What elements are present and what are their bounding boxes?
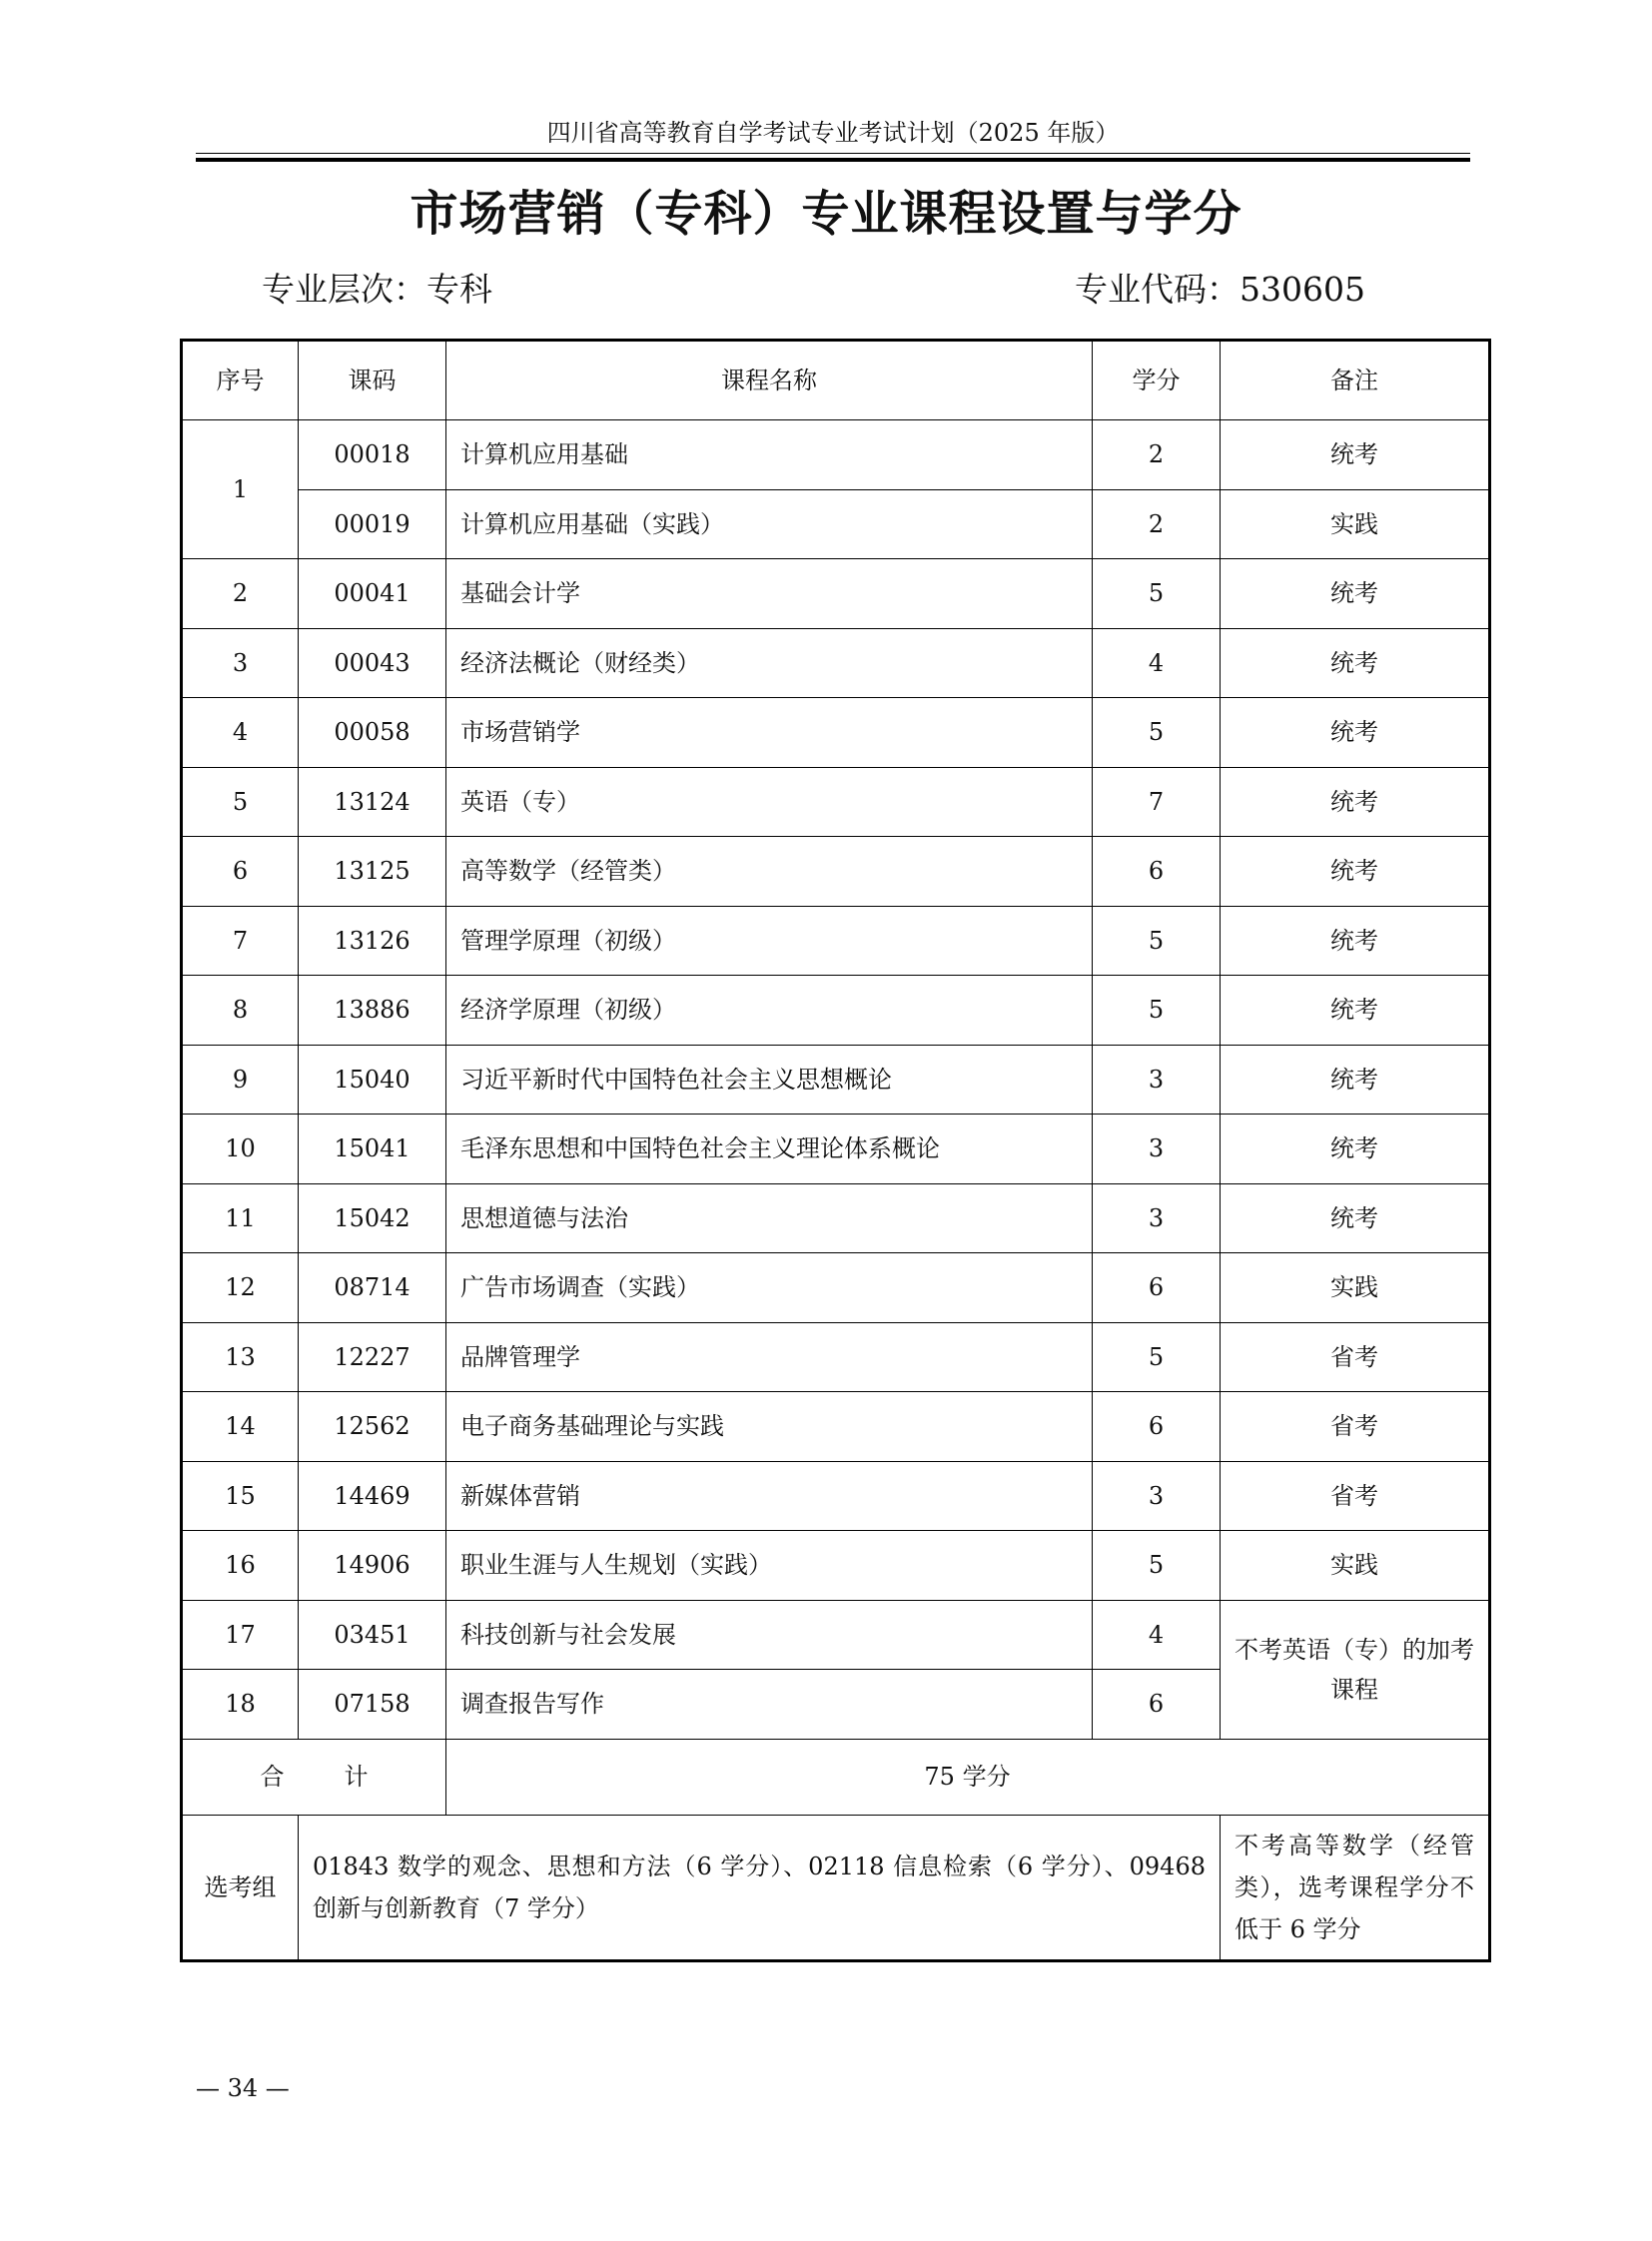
cell-name: 计算机应用基础（实践） — [446, 489, 1093, 559]
page-title: 市场营销（专科）专业课程设置与学分 — [410, 186, 1242, 242]
cell-note: 统考 — [1221, 906, 1490, 976]
table-row — [182, 906, 1490, 976]
cell-code: 08714 — [299, 1253, 446, 1323]
table-row — [182, 559, 1490, 629]
cell-name: 英语（专） — [446, 767, 1093, 837]
table-row — [182, 976, 1490, 1046]
elective-row — [182, 1815, 1490, 1960]
cell-note: 实践 — [1221, 489, 1490, 559]
header-credit: 学分 — [1093, 341, 1221, 420]
cell-no: 10 — [182, 1115, 299, 1184]
table-header-row — [182, 341, 1490, 420]
cell-credit: 5 — [1093, 1531, 1221, 1601]
cell-credit: 5 — [1093, 906, 1221, 976]
table-row — [182, 1322, 1490, 1392]
table-row — [182, 1253, 1490, 1323]
cell-code: 13126 — [299, 906, 446, 976]
page-number: — 34 — — [196, 2074, 290, 2102]
cell-credit: 3 — [1093, 1461, 1221, 1531]
cell-name: 经济学原理（初级） — [446, 976, 1093, 1046]
cell-credit: 2 — [1093, 489, 1221, 559]
cell-note: 统考 — [1221, 976, 1490, 1046]
cell-name: 管理学原理（初级） — [446, 906, 1093, 976]
table-row — [182, 1115, 1490, 1184]
major-level-label: 专业层次： — [262, 270, 426, 309]
cell-no: 7 — [182, 906, 299, 976]
cell-note: 统考 — [1221, 559, 1490, 629]
cell-credit: 4 — [1093, 1600, 1221, 1670]
table-row — [182, 1461, 1490, 1531]
total-label-a: 合 — [260, 1763, 285, 1791]
cell-note: 统考 — [1221, 1115, 1490, 1184]
total-row — [182, 1739, 1490, 1815]
cell-code: 12227 — [299, 1322, 446, 1392]
cell-name: 市场营销学 — [446, 698, 1093, 768]
cell-credit: 7 — [1093, 767, 1221, 837]
cell-code: 00018 — [299, 420, 446, 490]
cell-name: 科技创新与社会发展 — [446, 1600, 1093, 1670]
cell-credit: 5 — [1093, 976, 1221, 1046]
header-rule-thick — [196, 158, 1470, 162]
cell-code: 13886 — [299, 976, 446, 1046]
cell-note: 省考 — [1221, 1322, 1490, 1392]
cell-no: 12 — [182, 1253, 299, 1323]
cell-credit: 6 — [1093, 1670, 1221, 1740]
cell-code: 07158 — [299, 1670, 446, 1740]
cell-note: 统考 — [1221, 698, 1490, 768]
table-row — [182, 420, 1490, 490]
elective-label: 选考组 — [182, 1815, 299, 1960]
cell-note: 统考 — [1221, 767, 1490, 837]
cell-name: 调查报告写作 — [446, 1670, 1093, 1740]
cell-name: 经济法概论（财经类） — [446, 628, 1093, 698]
cell-no: 11 — [182, 1183, 299, 1253]
cell-no: 6 — [182, 837, 299, 907]
cell-name: 品牌管理学 — [446, 1322, 1093, 1392]
header-note: 备注 — [1221, 341, 1490, 420]
table-row — [182, 1183, 1490, 1253]
cell-no: 3 — [182, 628, 299, 698]
cell-note: 统考 — [1221, 628, 1490, 698]
cell-code: 00043 — [299, 628, 446, 698]
major-level-value: 专科 — [426, 270, 492, 309]
elective-content: 01843 数学的观念、思想和方法（6 学分）、02118 信息检索（6 学分）、09468 创新与创新教育（7 学分） — [299, 1815, 1221, 1960]
cell-note: 统考 — [1221, 420, 1490, 490]
cell-code: 13124 — [299, 767, 446, 837]
cell-code: 03451 — [299, 1600, 446, 1670]
cell-name: 高等数学（经管类） — [446, 837, 1093, 907]
cell-note: 统考 — [1221, 1045, 1490, 1115]
major-code-label: 专业代码： — [1075, 270, 1239, 309]
cell-note: 省考 — [1221, 1392, 1490, 1462]
major-level — [262, 270, 492, 310]
total-label — [182, 1739, 446, 1815]
cell-no: 8 — [182, 976, 299, 1046]
table-row — [182, 1600, 1490, 1670]
table-row — [182, 698, 1490, 768]
table-row — [182, 767, 1490, 837]
cell-no: 5 — [182, 767, 299, 837]
cell-name: 电子商务基础理论与实践 — [446, 1392, 1093, 1462]
cell-note: 统考 — [1221, 1183, 1490, 1253]
major-code-value: 530605 — [1239, 270, 1365, 309]
cell-code: 15040 — [299, 1045, 446, 1115]
cell-name: 职业生涯与人生规划（实践） — [446, 1531, 1093, 1601]
cell-credit: 4 — [1093, 628, 1221, 698]
cell-credit: 5 — [1093, 698, 1221, 768]
cell-code: 00058 — [299, 698, 446, 768]
cell-name: 毛泽东思想和中国特色社会主义理论体系概论 — [446, 1115, 1093, 1184]
cell-code: 13125 — [299, 837, 446, 907]
cell-name: 新媒体营销 — [446, 1461, 1093, 1531]
cell-credit: 6 — [1093, 1392, 1221, 1462]
header-code: 课码 — [299, 341, 446, 420]
cell-code: 14906 — [299, 1531, 446, 1601]
cell-note: 实践 — [1221, 1531, 1490, 1601]
cell-credit: 3 — [1093, 1115, 1221, 1184]
table-row — [182, 1045, 1490, 1115]
cell-name: 计算机应用基础 — [446, 420, 1093, 490]
table-row — [182, 1531, 1490, 1601]
cell-credit: 5 — [1093, 1322, 1221, 1392]
table-row — [182, 1392, 1490, 1462]
cell-code: 14469 — [299, 1461, 446, 1531]
header-no: 序号 — [182, 341, 299, 420]
cell-no: 9 — [182, 1045, 299, 1115]
table-row — [182, 628, 1490, 698]
cell-note: 实践 — [1221, 1253, 1490, 1323]
total-label-b: 计 — [344, 1763, 369, 1791]
cell-code: 12562 — [299, 1392, 446, 1462]
table-row — [182, 489, 1490, 559]
header-rule-thin — [196, 153, 1470, 154]
major-code — [1075, 270, 1365, 310]
cell-no: 17 — [182, 1600, 299, 1670]
total-value: 75 学分 — [446, 1739, 1490, 1815]
cell-name: 思想道德与法治 — [446, 1183, 1093, 1253]
cell-credit: 3 — [1093, 1183, 1221, 1253]
table-row — [182, 837, 1490, 907]
cell-no: 18 — [182, 1670, 299, 1740]
elective-note: 不考高等数学（经管类），选考课程学分不低于 6 学分 — [1221, 1815, 1490, 1960]
cell-no: 16 — [182, 1531, 299, 1601]
cell-credit: 2 — [1093, 420, 1221, 490]
cell-no: 13 — [182, 1322, 299, 1392]
cell-credit: 6 — [1093, 1253, 1221, 1323]
cell-no: 14 — [182, 1392, 299, 1462]
cell-code: 15042 — [299, 1183, 446, 1253]
cell-name: 习近平新时代中国特色社会主义思想概论 — [446, 1045, 1093, 1115]
cell-name: 广告市场调查（实践） — [446, 1253, 1093, 1323]
cell-code: 15041 — [299, 1115, 446, 1184]
cell-credit: 6 — [1093, 837, 1221, 907]
cell-credit: 5 — [1093, 559, 1221, 629]
cell-code: 00019 — [299, 489, 446, 559]
cell-name: 基础会计学 — [446, 559, 1093, 629]
cell-no: 2 — [182, 559, 299, 629]
cell-no: 15 — [182, 1461, 299, 1531]
cell-note: 省考 — [1221, 1461, 1490, 1531]
cell-credit: 3 — [1093, 1045, 1221, 1115]
cell-note: 统考 — [1221, 837, 1490, 907]
cell-code: 00041 — [299, 559, 446, 629]
course-table — [180, 339, 1491, 1962]
running-header: 四川省高等教育自学考试专业考试计划（2025 年版） — [546, 119, 1120, 147]
cell-note-merged: 不考英语（专）的加考课程 — [1221, 1600, 1490, 1739]
cell-no: 4 — [182, 698, 299, 768]
cell-no: 1 — [182, 420, 299, 559]
header-name: 课程名称 — [446, 341, 1093, 420]
